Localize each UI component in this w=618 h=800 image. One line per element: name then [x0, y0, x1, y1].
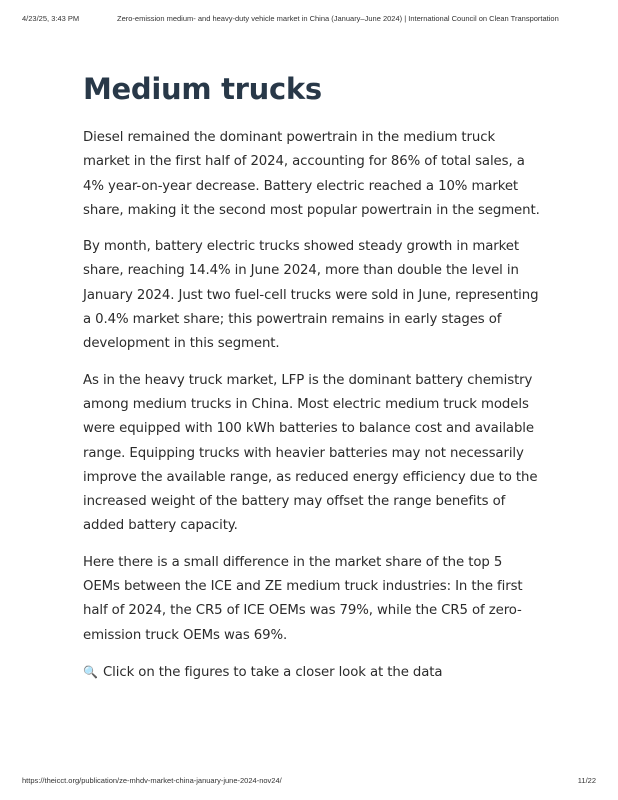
article-content [83, 70, 543, 697]
section-heading: Medium trucks [83, 72, 322, 106]
print-header [22, 14, 596, 26]
paragraph-diesel: Diesel remained the dominant powertrain in the medium truck market in the first half of 2024, accounting for 86% of total sales, a 4% year-on-year decrease. Battery electric reached a 10% market share, making it the second most popular powertrain in the segment. [83, 130, 540, 218]
magnifier-icon: 🔍 [83, 664, 98, 679]
print-url[interactable]: https://theicct.org/publication/ze-mhdv-market-china-january-june-2024-nov24/ [22, 776, 282, 785]
print-document-title: Zero-emission medium- and heavy-duty vehicle market in China (January–June 2024) | International Council on Clean Transportation [117, 14, 559, 23]
print-footer [22, 776, 596, 788]
paragraph-battery-chemistry: As in the heavy truck market, LFP is the dominant battery chemistry among medium trucks in China. Most electric medium truck models were equipped with 100 kWh batteries to balance cost and available range. Equipping trucks with heavier batteries may not necessarily improve the available range, as reduced energy efficiency due to the increased weight of the battery may offset the range benefits of added battery capacity. [83, 372, 538, 534]
print-date: 4/23/25, 3:43 PM [22, 14, 80, 23]
paragraph-oem-concentration: Here there is a small difference in the market share of the top 5 OEMs between the ICE and ZE medium truck industries: In the first half of 2024, the CR5 of ICE OEMs was 79%, while the CR5 of zero-emission truck OEMs was 69%. [83, 554, 523, 643]
page-number: 11/22 [577, 776, 596, 785]
figure-hint [83, 660, 543, 685]
paragraph-monthly-share: By month, battery electric trucks showed steady growth in market share, reaching 14.4% in June 2024, more than double the level in January 2024. Just two fuel-cell trucks were sold in June, representing a 0.4% market share; this powertrain remains in early stages of development in this segment. [83, 239, 539, 352]
figure-hint-text: Click on the figures to take a closer look at the data [103, 664, 443, 680]
